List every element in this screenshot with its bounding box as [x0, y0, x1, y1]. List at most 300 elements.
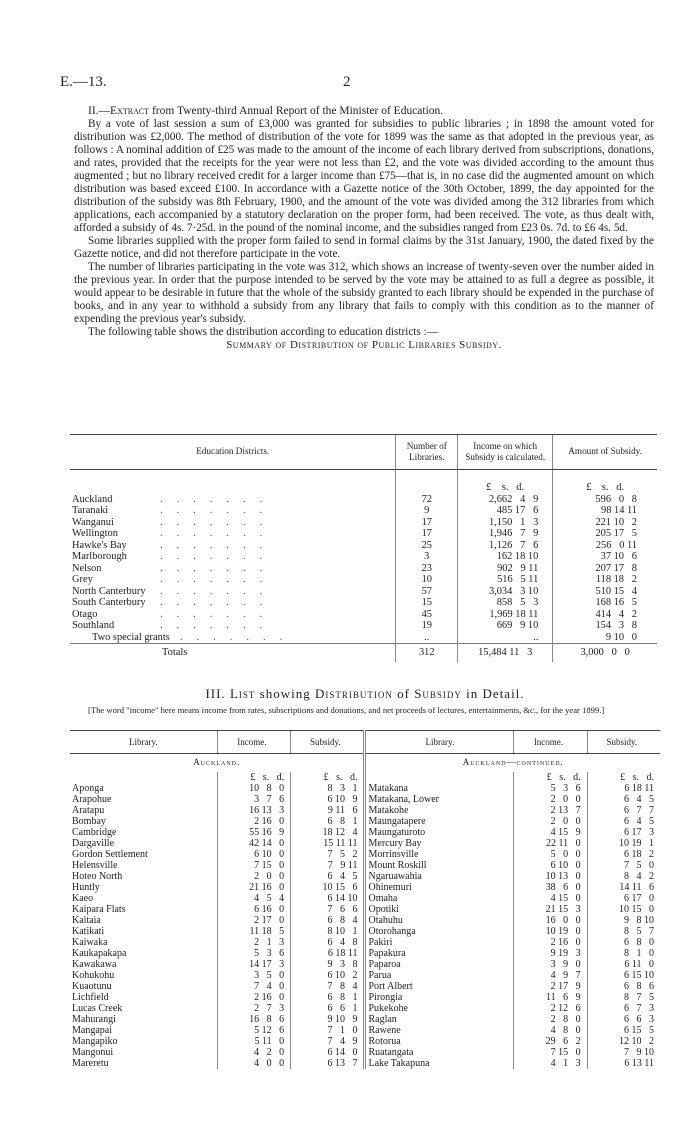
district-name: Taranaki [72, 505, 109, 516]
income-right: 10 13 0 [514, 871, 587, 882]
col-education-districts: Education Districts. [70, 435, 396, 470]
income-right: 2 8 0 [514, 1014, 587, 1025]
income-left: 3 7 6 [217, 794, 290, 805]
detail-row [70, 1036, 660, 1047]
library-name-left: Kaeo [72, 893, 94, 904]
detail-row [70, 783, 660, 794]
library-name-right: Ngaruawahia [365, 871, 514, 882]
library-count: 9 [396, 505, 458, 517]
subsidy-left: 9 11 6 [291, 805, 365, 816]
detail-units-row [70, 772, 660, 783]
library-name-right: Matakana, Lower [365, 794, 514, 805]
paragraph-4: The following table shows the distribution according to education districts :— [88, 326, 438, 338]
leader-dots: ....... [160, 608, 277, 620]
district-cell [70, 528, 396, 540]
subsidy-right: 6 18 11 [587, 783, 660, 794]
income-left: 42 14 0 [217, 838, 290, 849]
leader-dots: ....... [160, 551, 277, 562]
subsidy-left: 6 10 9 [291, 794, 365, 805]
subsidy-right: 6 7 3 [587, 1003, 660, 1014]
subsidy-right: 6 8 0 [587, 937, 660, 948]
subsidy-value: 98 14 11 [553, 505, 657, 517]
income-note: [The word "income" here means income from rates, subscriptions and donations, and net proceeds of lectures, entertainments, &c., for the year 1899.] [88, 705, 605, 715]
district-cell [70, 620, 396, 632]
income-value: 162 18 10 [458, 551, 553, 563]
district-name: Wanganui [72, 516, 114, 528]
detail-row [70, 816, 660, 827]
library-count: 57 [396, 586, 458, 598]
library-name-right: Otorohanga [365, 926, 514, 937]
detail-row [70, 981, 660, 992]
total-number: 312 [396, 644, 458, 662]
summary-row [70, 563, 657, 575]
income-right: 6 10 0 [514, 860, 587, 871]
detail-row [70, 849, 660, 860]
leader-dots: ....... [160, 620, 277, 631]
summary-totals-row [70, 644, 657, 662]
income-units: £ s. d. [458, 470, 553, 494]
income-value: 902 9 11 [458, 563, 553, 575]
district-cell [70, 517, 396, 529]
subsidy-right: 9 8 10 [587, 915, 660, 926]
library-name-left: Mareretu [72, 1058, 109, 1069]
income-left: 21 16 0 [217, 882, 290, 893]
library-name-right: Ruatangata [365, 1047, 514, 1058]
library-count: 72 [396, 494, 458, 506]
income-value: 858 5 3 [458, 597, 553, 609]
income-left: 11 18 5 [217, 926, 290, 937]
income-value: 669 9 10 [458, 620, 553, 632]
region-auckland: Auckland. [193, 757, 241, 767]
library-count: 3 [396, 551, 458, 563]
subsidy-right: 8 1 0 [587, 948, 660, 959]
subsidy-left: 6 6 1 [291, 1003, 365, 1014]
subsidy-left: 9 3 8 [291, 959, 365, 970]
income-value: .. [458, 632, 553, 644]
units-subsidy-left: £ s. d. [291, 772, 365, 783]
income-left: 2 16 0 [217, 992, 290, 1003]
page-number: 2 [343, 74, 351, 90]
library-name-left: Mangapiko [72, 1036, 118, 1047]
district-name: Wellington [72, 528, 118, 539]
income-left: 55 16 9 [217, 827, 290, 838]
subsidy-left: 7 4 9 [291, 1036, 365, 1047]
subsidy-left: 7 5 2 [291, 849, 365, 860]
district-cell [70, 563, 396, 575]
library-name-left: Kohukohu [72, 970, 115, 981]
detail-table [70, 730, 660, 1069]
library-name-right: Rawene [365, 1025, 514, 1036]
district-cell [70, 632, 396, 644]
district-cell [70, 551, 396, 563]
district-name: South Canterbury [72, 597, 146, 608]
subsidy-left: 6 8 1 [291, 992, 365, 1003]
detail-row [70, 860, 660, 871]
library-name-left: Katikati [72, 926, 105, 937]
district-name: Grey [72, 574, 93, 585]
library-count: 15 [396, 597, 458, 609]
income-right: 5 0 0 [514, 849, 587, 860]
income-right: 4 8 0 [514, 1025, 587, 1036]
library-name-left: Kaiwaka [72, 937, 108, 948]
leader-dots: ....... [160, 516, 277, 528]
district-cell [70, 597, 396, 609]
library-name-left: Arapohue [72, 794, 112, 805]
leader-dots: ....... [160, 528, 277, 539]
income-left: 16 8 6 [217, 1014, 290, 1025]
library-name-right: Mercury Bay [365, 838, 514, 849]
district-cell [70, 505, 396, 517]
col-income: Income on which Subsidy is calculated. [458, 435, 553, 470]
subsidy-right: 8 5 7 [587, 926, 660, 937]
income-right: 4 1 3 [514, 1058, 587, 1069]
district-name: North Canterbury [72, 585, 146, 597]
library-name-left: Helensville [72, 860, 118, 871]
summary-row [70, 574, 657, 586]
subsidy-right: 8 4 2 [587, 871, 660, 882]
income-value: 2,662 4 9 [458, 494, 553, 506]
col-subsidy-left: Subsidy. [291, 731, 365, 754]
income-right: 3 9 0 [514, 959, 587, 970]
section-three-heading: III. List showing Distribution of Subsidy in Detail. [205, 686, 525, 701]
library-name-right: Pirongia [365, 992, 514, 1003]
subsidy-value: 207 17 8 [553, 563, 657, 575]
subsidy-right: 6 13 11 [587, 1058, 660, 1069]
leader-dots: ....... [160, 574, 277, 585]
summary-row [70, 597, 657, 609]
detail-row [70, 1003, 660, 1014]
library-name-left: Mahurangi [72, 1014, 116, 1025]
income-right: 2 0 0 [514, 794, 587, 805]
summary-row [70, 494, 657, 506]
detail-row [70, 882, 660, 893]
income-left: 5 3 6 [217, 948, 290, 959]
library-name-right: Rotorua [365, 1036, 514, 1047]
leader-dots: ....... [160, 597, 277, 608]
subsidy-value: 154 3 8 [553, 620, 657, 632]
subsidy-right: 10 15 0 [587, 904, 660, 915]
library-name-right: Omaha [365, 893, 514, 904]
paragraph-1: By a vote of last session a sum of £3,000 was granted for subsidies to public libraries ; in 1898 the amount voted for distribution was £2,000. The method of distribution of the vote for 1899 was the same as that adopted in the previous year, as follows : A nominal addition of £25 was made to the amount of the income of each library derived from subscriptions, donations, and rates, provided that the receipts for the year were not less than £2, and the vote was divided according to the amount thus augmented ; but no library received credit for a larger income than £75—that is, in no case did the augmented amount on which distribution was based exceed £100. In accordance with a Gazette notice of the 30th October, 1899, the day appointed for the distribution of the subsidy was 8th February, 1900, and the amount of the vote was divided among the 312 libraries from which applications, each accompanied by a statutory declaration on the proper form, had been received. The vote, as thus dealt with, afforded a subsidy of 4s. 7·25d. in the pound of the nominal income, and the subsidies ranged from £23 0s. 7d. to £6 4s. 5d. [74, 118, 654, 234]
detail-row [70, 1014, 660, 1025]
subsidy-right: 6 8 6 [587, 981, 660, 992]
income-value: 1,126 7 6 [458, 540, 553, 552]
col-income-right: Income. [514, 731, 587, 754]
page-header [58, 74, 658, 96]
income-right: 21 15 3 [514, 904, 587, 915]
col-amount-of-subsidy: Amount of Subsidy. [553, 435, 657, 470]
income-left: 7 15 0 [217, 860, 290, 871]
leader-dots: ....... [160, 585, 277, 597]
section-two-heading: II.—Extract from Twenty-third Annual Report of the Minister of Education. [88, 105, 444, 117]
paragraph-3: The number of libraries participating in the vote was 312, which shows an increase of twenty-seven over the number aided in the previous year. In order that the purpose intended to be served by the vote may be attained to as full a degree as possible, it would appear to be desirable in future that the whole of the subsidy granted to each library should be expended in the purchase of books, and in any year to withhold a subsidy from any library that fails to comply with this condition as to the manner of expending the previous year's subsidy. [74, 261, 654, 325]
income-left: 3 5 0 [217, 970, 290, 981]
library-count: 17 [396, 517, 458, 529]
col-subsidy-right: Subsidy. [587, 731, 660, 754]
library-count: 17 [396, 528, 458, 540]
library-name-right: Otahuhu [365, 915, 514, 926]
section-two [74, 105, 654, 352]
detail-row [70, 970, 660, 981]
library-name-left: Mangonui [72, 1047, 114, 1058]
total-income: 15,484 11 3 [458, 644, 553, 662]
subsidy-left: 7 8 4 [291, 981, 365, 992]
library-count: .. [396, 632, 458, 644]
col-library-right: Library. [365, 731, 514, 754]
library-name-left: Bombay [72, 816, 106, 827]
summary-table [70, 434, 657, 662]
detail-row [70, 948, 660, 959]
income-left: 4 5 4 [217, 893, 290, 904]
subsidy-left: 8 3 1 [291, 783, 365, 794]
detail-row [70, 838, 660, 849]
subsidy-right: 6 15 10 [587, 970, 660, 981]
district-cell [70, 609, 396, 621]
income-left: 16 13 3 [217, 805, 290, 816]
subsidy-value: 118 18 2 [553, 574, 657, 586]
summary-row [70, 609, 657, 621]
library-name-left: Kawakawa [72, 959, 117, 970]
income-right: 2 0 0 [514, 816, 587, 827]
library-name-right: Ohinemuri [365, 882, 514, 893]
library-count: 23 [396, 563, 458, 575]
library-name-right: Matakana [365, 783, 514, 794]
subsidy-left: 7 9 11 [291, 860, 365, 871]
subsidy-left: 18 12 4 [291, 827, 365, 838]
income-left: 5 12 6 [217, 1025, 290, 1036]
income-right: 4 15 0 [514, 893, 587, 904]
units-subsidy-right: £ s. d. [587, 772, 660, 783]
library-name-right: Lake Takapuna [365, 1058, 514, 1069]
library-name-left: Lichfield [72, 992, 109, 1003]
subsidy-value: 168 16 5 [553, 597, 657, 609]
subsidy-left: 10 15 6 [291, 882, 365, 893]
subsidy-right: 12 10 2 [587, 1036, 660, 1047]
library-name-left: Cambridge [72, 827, 117, 838]
library-count: 10 [396, 574, 458, 586]
summary-units-row [70, 470, 657, 494]
subsidy-right: 7 5 0 [587, 860, 660, 871]
income-left: 4 2 0 [217, 1047, 290, 1058]
income-left: 2 16 0 [217, 816, 290, 827]
library-name-left: Dargaville [72, 838, 115, 849]
subsidy-left: 7 6 6 [291, 904, 365, 915]
library-name-right: Paparoa [365, 959, 514, 970]
library-name-right: Matakohe [365, 805, 514, 816]
library-name-right: Pukekohe [365, 1003, 514, 1014]
income-left: 4 0 0 [217, 1058, 290, 1069]
col-library-left: Library. [70, 731, 217, 754]
subsidy-value: 414 4 2 [553, 609, 657, 621]
library-name-left: Aratapu [72, 805, 105, 816]
income-right: 5 3 6 [514, 783, 587, 794]
income-right: 11 6 9 [514, 992, 587, 1003]
subsidy-value: 221 10 2 [553, 517, 657, 529]
detail-row [70, 794, 660, 805]
income-value: 1,969 18 11 [458, 609, 553, 621]
subsidy-left: 6 8 4 [291, 915, 365, 926]
detail-row [70, 937, 660, 948]
district-cell [70, 494, 396, 506]
summary-row [70, 632, 657, 644]
subsidy-value: 9 10 0 [553, 632, 657, 644]
subsidy-right: 6 17 0 [587, 893, 660, 904]
paragraph-2: Some libraries supplied with the proper form failed to send in formal claims by the 31st January, 1900, the dated fixed by the Gazette notice, and did not therefore participate in the vote. [74, 235, 654, 260]
district-cell [70, 574, 396, 586]
subsidy-right: 8 7 5 [587, 992, 660, 1003]
subsidy-value: 205 17 5 [553, 528, 657, 540]
income-left: 6 16 0 [217, 904, 290, 915]
income-left: 6 10 0 [217, 849, 290, 860]
income-left: 2 7 3 [217, 1003, 290, 1014]
library-count: 45 [396, 609, 458, 621]
leader-dots: ....... [160, 539, 277, 551]
leader-dots: ....... [160, 562, 277, 574]
library-name-right: Opotiki [365, 904, 514, 915]
total-amount: 3,000 0 0 [553, 644, 657, 662]
col-income-left: Income. [217, 731, 290, 754]
subsidy-right: 6 4 5 [587, 794, 660, 805]
subsidy-left: 6 10 2 [291, 970, 365, 981]
district-name: Otago [72, 608, 98, 620]
subsidy-right: 6 17 3 [587, 827, 660, 838]
income-right: 4 15 9 [514, 827, 587, 838]
subsidy-value: 37 10 6 [553, 551, 657, 563]
detail-row [70, 926, 660, 937]
summary-row [70, 517, 657, 529]
income-right: 38 6 0 [514, 882, 587, 893]
subsidy-right: 14 11 6 [587, 882, 660, 893]
detail-row [70, 915, 660, 926]
library-name-left: Lucas Creek [72, 1003, 123, 1014]
library-name-right: Maungaturoto [365, 827, 514, 838]
library-name-right: Raglan [365, 1014, 514, 1025]
income-left: 2 1 3 [217, 937, 290, 948]
district-name: Auckland [72, 493, 113, 505]
income-right: 16 0 0 [514, 915, 587, 926]
summary-row [70, 586, 657, 598]
library-name-right: Morrinsville [365, 849, 514, 860]
region-auckland-continued: Auckland—continued. [365, 754, 660, 773]
library-name-right: Mount Roskill [365, 860, 514, 871]
income-left: 5 11 0 [217, 1036, 290, 1047]
district-name: Southland [72, 620, 115, 631]
col-number-of-libraries: Number of Libraries. [396, 435, 458, 470]
subsidy-left: 6 13 7 [291, 1058, 365, 1069]
subsidy-left: 6 18 11 [291, 948, 365, 959]
income-right: 2 13 7 [514, 805, 587, 816]
subsidy-right: 6 6 3 [587, 1014, 660, 1025]
income-value: 516 5 11 [458, 574, 553, 586]
income-right: 2 16 0 [514, 937, 587, 948]
subsidy-left: 8 10 1 [291, 926, 365, 937]
detail-row [70, 827, 660, 838]
subsidy-left: 9 10 9 [291, 1014, 365, 1025]
summary-row [70, 551, 657, 563]
subsidy-right: 6 18 2 [587, 849, 660, 860]
district-cell [70, 586, 396, 598]
subsidy-left: 7 1 0 [291, 1025, 365, 1036]
detail-row [70, 904, 660, 915]
library-name-left: Kaukapakapa [72, 948, 127, 959]
district-name: Two special grants [92, 631, 170, 643]
district-name: Marlborough [72, 551, 127, 562]
income-left: 2 17 0 [217, 915, 290, 926]
income-left: 2 0 0 [217, 871, 290, 882]
amount-units: £ s. d. [553, 470, 657, 494]
library-name-right: Papakura [365, 948, 514, 959]
detail-row [70, 992, 660, 1003]
subsidy-right: 6 15 5 [587, 1025, 660, 1036]
income-left: 14 17 3 [217, 959, 290, 970]
detail-row [70, 1025, 660, 1036]
detail-row [70, 1058, 660, 1069]
library-name-left: Kaitaia [72, 915, 101, 926]
summary-row [70, 528, 657, 540]
subsidy-value: 510 15 4 [553, 586, 657, 598]
subsidy-left: 6 14 10 [291, 893, 365, 904]
summary-row [70, 620, 657, 632]
subsidy-left: 6 4 5 [291, 871, 365, 882]
library-name-left: Mangapai [72, 1025, 112, 1036]
library-name-right: Maungatapere [365, 816, 514, 827]
income-value: 3,034 3 10 [458, 586, 553, 598]
leader-dots: ....... [180, 631, 297, 643]
library-name-right: Parua [365, 970, 514, 981]
income-value: 1,946 7 9 [458, 528, 553, 540]
detail-row [70, 893, 660, 904]
district-name: Hawke's Bay [72, 539, 127, 551]
units-income-right: £ s. d. [514, 772, 587, 783]
summary-row [70, 540, 657, 552]
subsidy-right: 6 4 5 [587, 816, 660, 827]
income-value: 485 17 6 [458, 505, 553, 517]
subsidy-right: 6 11 0 [587, 959, 660, 970]
subsidy-right: 6 7 7 [587, 805, 660, 816]
income-right: 22 11 0 [514, 838, 587, 849]
subsidy-left: 6 14 0 [291, 1047, 365, 1058]
leader-dots: ....... [160, 493, 277, 505]
leader-dots: ....... [160, 505, 277, 516]
income-right: 4 9 7 [514, 970, 587, 981]
income-right: 29 6 2 [514, 1036, 587, 1047]
library-name-left: Kuaotunu [72, 981, 112, 992]
detail-row [70, 805, 660, 816]
totals-label: Totals [70, 644, 396, 662]
subsidy-right: 10 19 1 [587, 838, 660, 849]
income-right: 2 12 6 [514, 1003, 587, 1014]
region-row [70, 754, 660, 773]
subsidy-value: 596 0 8 [553, 494, 657, 506]
library-name-left: Gordon Settlement [72, 849, 148, 860]
document-reference: E.—13. [60, 74, 107, 90]
library-count: 25 [396, 540, 458, 552]
detail-row [70, 871, 660, 882]
library-name-right: Port Albert [365, 981, 514, 992]
subsidy-left: 6 8 1 [291, 816, 365, 827]
library-name-left: Huntly [72, 882, 100, 893]
library-name-left: Hoteo North [72, 871, 123, 882]
income-value: 1,150 1 3 [458, 517, 553, 529]
summary-row [70, 505, 657, 517]
summary-title: Summary of Distribution of Public Libraries Subsidy. [226, 339, 502, 351]
library-name-right: Pakiri [365, 937, 514, 948]
subsidy-right: 7 9 10 [587, 1047, 660, 1058]
detail-row [70, 1047, 660, 1058]
library-name-left: Aponga [72, 783, 104, 794]
district-name: Nelson [72, 562, 102, 574]
income-left: 7 4 0 [217, 981, 290, 992]
